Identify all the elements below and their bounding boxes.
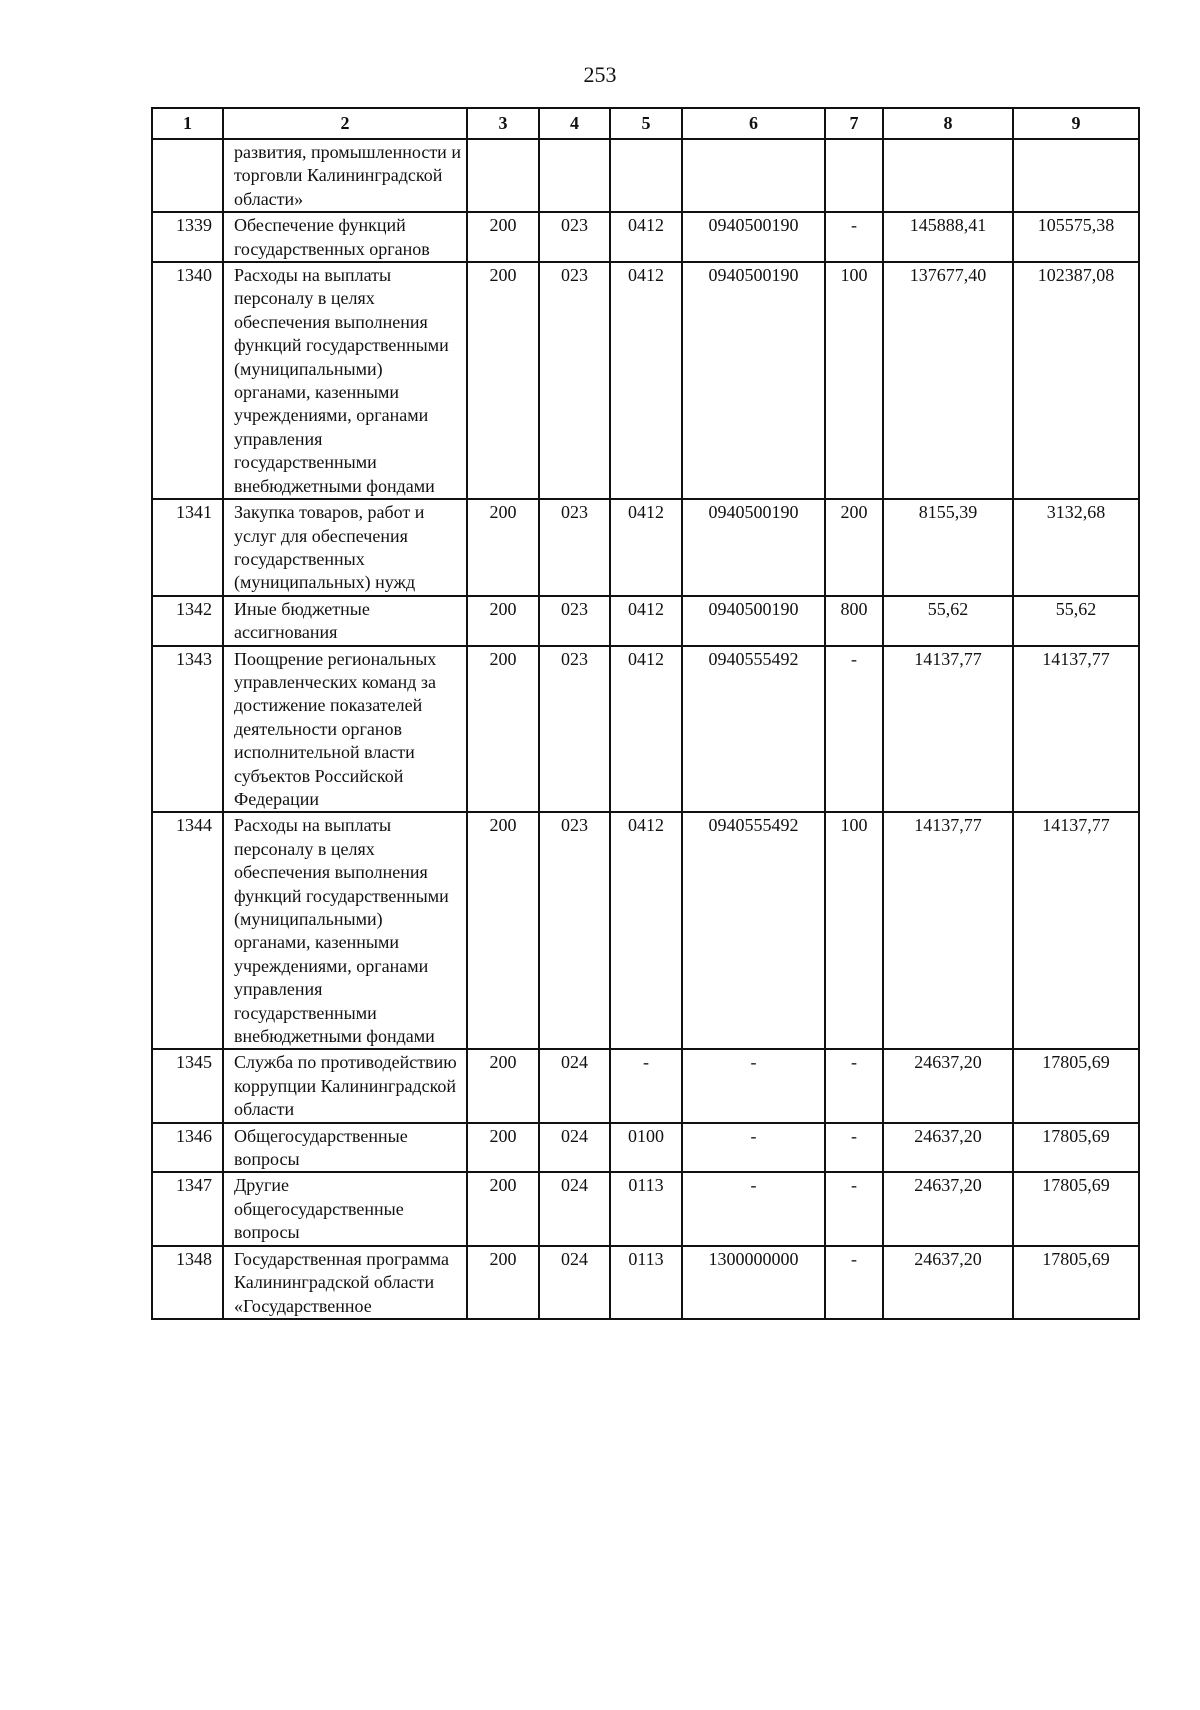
code-col-7: 200: [825, 499, 883, 596]
code-col-4: 024: [539, 1049, 610, 1122]
row-description: Поощрение региональных управленческих команд за достижение показателей деятельности органов исполнительной власти субъектов Российской Федерации: [223, 646, 467, 813]
row-description: Другие общегосударственные вопросы: [223, 1172, 467, 1245]
column-header: 1: [152, 108, 223, 139]
amount-col-9: 17805,69: [1013, 1172, 1139, 1245]
amount-col-8: [883, 139, 1013, 212]
code-col-4: 024: [539, 1123, 610, 1173]
code-col-3: 200: [467, 812, 539, 1049]
amount-col-9: 55,62: [1013, 596, 1139, 646]
row-number: 1343: [152, 646, 223, 813]
code-col-3: 200: [467, 596, 539, 646]
code-col-5: 0412: [610, 499, 682, 596]
code-col-7: -: [825, 212, 883, 262]
amount-col-8: 145888,41: [883, 212, 1013, 262]
code-col-4: 024: [539, 1172, 610, 1245]
amount-col-8: 137677,40: [883, 262, 1013, 499]
code-col-3: 200: [467, 1123, 539, 1173]
column-header: 2: [223, 108, 467, 139]
row-description: Общегосударственные вопросы: [223, 1123, 467, 1173]
amount-col-8: 14137,77: [883, 646, 1013, 813]
table-row: [152, 1049, 1139, 1122]
code-col-7: -: [825, 1123, 883, 1173]
table-row: [152, 499, 1139, 596]
table-row: [152, 139, 1139, 212]
amount-col-8: 24637,20: [883, 1123, 1013, 1173]
code-col-5: 0100: [610, 1123, 682, 1173]
code-col-6: 0940555492: [682, 646, 825, 813]
page-number: 253: [583, 62, 617, 87]
amount-col-9: 17805,69: [1013, 1049, 1139, 1122]
column-header: 7: [825, 108, 883, 139]
code-col-5: 0412: [610, 646, 682, 813]
code-col-6: 0940500190: [682, 499, 825, 596]
row-number: 1348: [152, 1246, 223, 1319]
code-col-6: 0940500190: [682, 212, 825, 262]
column-header: 6: [682, 108, 825, 139]
amount-col-9: 17805,69: [1013, 1246, 1139, 1319]
code-col-6: [682, 139, 825, 212]
code-col-5: 0113: [610, 1172, 682, 1245]
code-col-4: 023: [539, 812, 610, 1049]
code-col-7: 100: [825, 262, 883, 499]
row-number: 1339: [152, 212, 223, 262]
code-col-3: 200: [467, 1246, 539, 1319]
table-header-row: [152, 108, 1139, 139]
code-col-3: 200: [467, 212, 539, 262]
row-number: 1342: [152, 596, 223, 646]
table-row: [152, 812, 1139, 1049]
code-col-6: -: [682, 1172, 825, 1245]
row-description: Расходы на выплаты персоналу в целях обеспечения выполнения функций государственными (муниципальными) органами, казенными учреждениями, органами управления государственными внебюджетными фондами: [223, 262, 467, 499]
code-col-7: 100: [825, 812, 883, 1049]
amount-col-8: 8155,39: [883, 499, 1013, 596]
code-col-4: 023: [539, 262, 610, 499]
amount-col-9: 14137,77: [1013, 812, 1139, 1049]
row-number: 1346: [152, 1123, 223, 1173]
row-number: 1341: [152, 499, 223, 596]
table-row: [152, 1123, 1139, 1173]
table-row: [152, 262, 1139, 499]
amount-col-8: 14137,77: [883, 812, 1013, 1049]
code-col-4: 023: [539, 499, 610, 596]
code-col-5: 0412: [610, 596, 682, 646]
row-number: 1344: [152, 812, 223, 1049]
code-col-4: 024: [539, 1246, 610, 1319]
table-row: [152, 1172, 1139, 1245]
code-col-4: 023: [539, 646, 610, 813]
code-col-3: 200: [467, 499, 539, 596]
amount-col-9: 105575,38: [1013, 212, 1139, 262]
row-description: Иные бюджетные ассигнования: [223, 596, 467, 646]
code-col-4: 023: [539, 596, 610, 646]
code-col-6: -: [682, 1049, 825, 1122]
code-col-5: 0412: [610, 212, 682, 262]
column-header: 4: [539, 108, 610, 139]
amount-col-9: 17805,69: [1013, 1123, 1139, 1173]
code-col-5: 0113: [610, 1246, 682, 1319]
code-col-3: 200: [467, 1172, 539, 1245]
amount-col-9: 102387,08: [1013, 262, 1139, 499]
code-col-4: [539, 139, 610, 212]
column-header: 9: [1013, 108, 1139, 139]
table-row: [152, 646, 1139, 813]
row-description: Государственная программа Калининградской области «Государственное: [223, 1246, 467, 1319]
column-header: 5: [610, 108, 682, 139]
code-col-5: 0412: [610, 262, 682, 499]
code-col-5: [610, 139, 682, 212]
code-col-6: -: [682, 1123, 825, 1173]
row-description: Обеспечение функций государственных органов: [223, 212, 467, 262]
row-description: Закупка товаров, работ и услуг для обеспечения государственных (муниципальных) нужд: [223, 499, 467, 596]
row-description: Служба по противодействию коррупции Калининградской области: [223, 1049, 467, 1122]
code-col-3: [467, 139, 539, 212]
code-col-7: 800: [825, 596, 883, 646]
amount-col-9: [1013, 139, 1139, 212]
amount-col-8: 24637,20: [883, 1172, 1013, 1245]
code-col-5: 0412: [610, 812, 682, 1049]
code-col-6: 0940555492: [682, 812, 825, 1049]
table-row: [152, 212, 1139, 262]
budget-table: [151, 107, 1140, 1320]
code-col-5: -: [610, 1049, 682, 1122]
code-col-7: -: [825, 1246, 883, 1319]
code-col-6: 1300000000: [682, 1246, 825, 1319]
code-col-7: -: [825, 646, 883, 813]
amount-col-8: 24637,20: [883, 1049, 1013, 1122]
code-col-7: -: [825, 1172, 883, 1245]
code-col-3: 200: [467, 262, 539, 499]
row-number: [152, 139, 223, 212]
code-col-7: -: [825, 1049, 883, 1122]
amount-col-8: 24637,20: [883, 1246, 1013, 1319]
row-description: развития, промышленности и торговли Калининградской области»: [223, 139, 467, 212]
code-col-6: 0940500190: [682, 262, 825, 499]
row-number: 1340: [152, 262, 223, 499]
code-col-6: 0940500190: [682, 596, 825, 646]
code-col-3: 200: [467, 1049, 539, 1122]
code-col-4: 023: [539, 212, 610, 262]
row-number: 1347: [152, 1172, 223, 1245]
amount-col-9: 14137,77: [1013, 646, 1139, 813]
column-header: 8: [883, 108, 1013, 139]
amount-col-9: 3132,68: [1013, 499, 1139, 596]
code-col-7: [825, 139, 883, 212]
column-header: 3: [467, 108, 539, 139]
table-row: [152, 596, 1139, 646]
row-description: Расходы на выплаты персоналу в целях обеспечения выполнения функций государственными (муниципальными) органами, казенными учреждениями, органами управления государственными внебюджетными фондами: [223, 812, 467, 1049]
row-number: 1345: [152, 1049, 223, 1122]
amount-col-8: 55,62: [883, 596, 1013, 646]
table-row: [152, 1246, 1139, 1319]
code-col-3: 200: [467, 646, 539, 813]
